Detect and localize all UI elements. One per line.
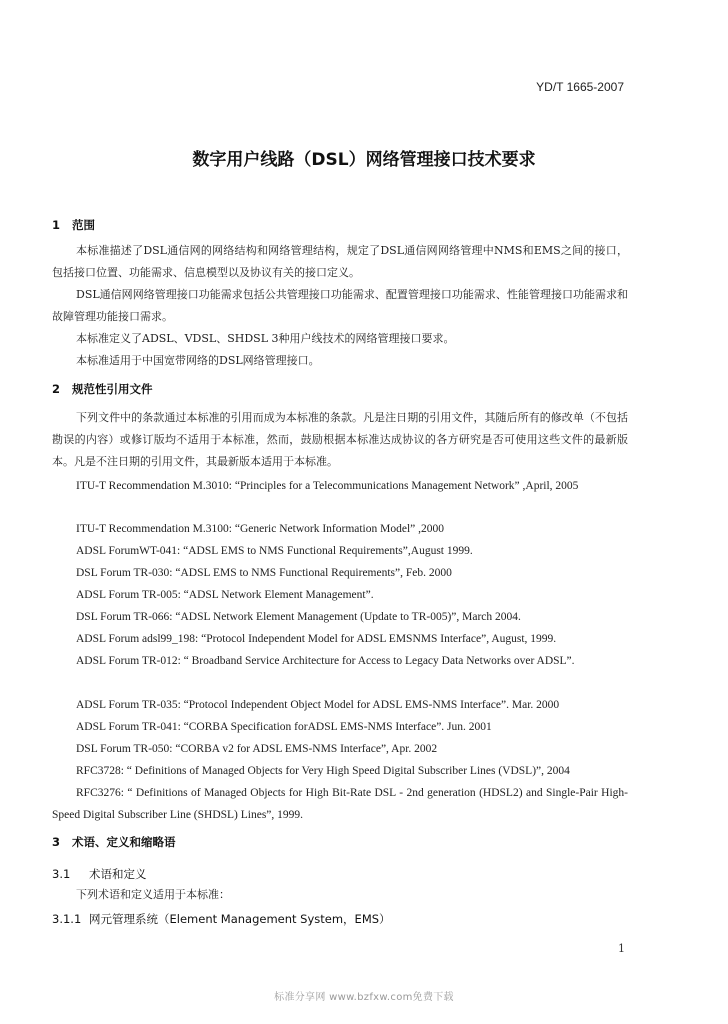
section-title: 网元管理系统（Element Management System，EMS） (89, 912, 391, 926)
section-number: 2 (52, 382, 61, 396)
page-number: 1 (618, 942, 625, 955)
section-number: 3.1 (52, 867, 71, 881)
section-title: 规范性引用文件 (72, 382, 153, 396)
section-title: 术语、定义和缩略语 (72, 835, 176, 849)
section-1-heading (52, 217, 95, 233)
section-number: 3.1.1 (52, 912, 82, 926)
section-number: 3 (52, 835, 61, 849)
section-2-heading (52, 381, 153, 397)
reference-item: DSL Forum TR-050: “CORBA v2 for ADSL EMS-NMS Interface”, Apr. 2002 (76, 743, 438, 755)
reference-item: RFC3276: “ Definitions of Managed Objects for High Bit-Rate DSL - 2nd generation (HDSL2) and Single-Pair High-Speed Digital Subscriber Line (SHDSL) Lines”, 1999. (52, 787, 628, 821)
section-1-paragraph: 本标准描述了DSL通信网的网络结构和网络管理结构，规定了DSL通信网网络管理中NMS和EMS之间的接口，包括接口位置、功能需求、信息模型以及协议有关的接口定义。 (52, 244, 628, 279)
reference-item: ADSL ForumWT-041: “ADSL EMS to NMS Functional Requirements”,August 1999. (76, 545, 473, 557)
section-3-1-intro: 下列术语和定义适用于本标准： (76, 888, 230, 901)
section-1-paragraph: DSL通信网网络管理接口功能需求包括公共管理接口功能需求、配置管理接口功能需求、性能管理接口功能需求和故障管理功能接口需求。 (52, 288, 628, 323)
reference-item: ADSL Forum TR-012: “ Broadband Service Architecture for Access to Legacy Data Networks over ADSL”. (76, 655, 575, 667)
standard-code: YD/T 1665-2007 (536, 80, 624, 94)
reference-item: DSL Forum TR-030: “ADSL EMS to NMS Functional Requirements”, Feb. 2000 (76, 567, 452, 579)
section-2-intro: 下列文件中的条款通过本标准的引用而成为本标准的条款。凡是注日期的引用文件，其随后所有的修改单（不包括勘误的内容）或修订版均不适用于本标准，然而，鼓励根据本标准达成协议的各方研究是否可使用这些文件的最新版本。凡是不注日期的引用文件，其最新版本适用于本标准。 (52, 411, 628, 468)
reference-item: RFC3728: “ Definitions of Managed Objects for Very High Speed Digital Subscriber Lines (VDSL)”, 2004 (76, 765, 570, 777)
section-3-1-1-heading (52, 911, 391, 927)
reference-item: ADSL Forum TR-035: “Protocol Independent Object Model for ADSL EMS-NMS Interface”. Mar. 2000 (76, 699, 560, 711)
section-title: 术语和定义 (89, 867, 147, 881)
reference-item: DSL Forum TR-066: “ADSL Network Element Management (Update to TR-005)”, March 2004. (76, 611, 521, 623)
section-1-paragraph: 本标准定义了ADSL、VDSL、SHDSL 3种用户线技术的网络管理接口要求。 (76, 332, 455, 345)
section-1-paragraph: 本标准适用于中国宽带网络的DSL网络管理接口。 (76, 354, 320, 367)
section-3-1-heading (52, 866, 147, 882)
document-title: 数字用户线路（DSL）网络管理接口技术要求 (192, 150, 536, 170)
reference-item: ITU-T Recommendation M.3010: “Principles for a Telecommunications Management Network” ,April, 2005 (76, 480, 579, 492)
reference-item: ADSL Forum adsl99_198: “Protocol Independent Model for ADSL EMSNMS Interface”, August, 1999. (76, 633, 557, 645)
watermark-footer: 标准分享网 www.bzfxw.com免费下载 (274, 992, 454, 1003)
reference-item: ADSL Forum TR-041: “CORBA Specification forADSL EMS-NMS Interface”. Jun. 2001 (76, 721, 492, 733)
section-number: 1 (52, 218, 61, 232)
reference-item: ADSL Forum TR-005: “ADSL Network Element Management”. (76, 589, 374, 601)
section-title: 范围 (72, 218, 95, 232)
section-3-heading (52, 834, 176, 850)
reference-item: ITU-T Recommendation M.3100: “Generic Network Information Model” ,2000 (76, 523, 445, 535)
